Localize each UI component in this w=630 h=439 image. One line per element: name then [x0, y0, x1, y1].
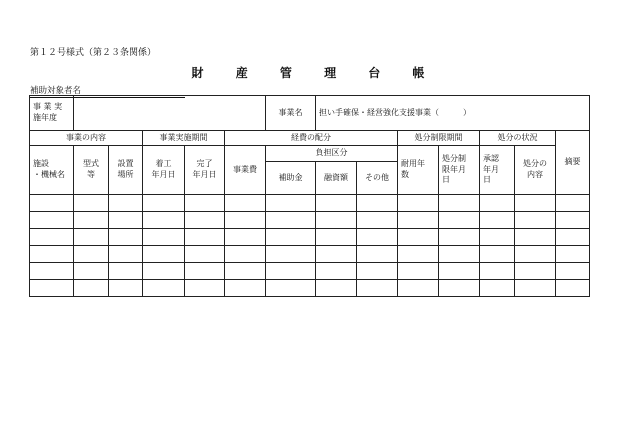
table-cell[interactable]	[439, 195, 480, 212]
table-cell[interactable]	[266, 263, 316, 280]
table-cell[interactable]	[30, 280, 74, 297]
col-end-line1: 完了	[196, 159, 213, 169]
table-cell[interactable]	[515, 280, 556, 297]
table-cell[interactable]	[109, 212, 143, 229]
col-location-line1: 設置	[117, 159, 134, 169]
table-cell[interactable]	[185, 229, 225, 246]
property-register-table	[29, 95, 590, 297]
table-cell[interactable]	[225, 246, 266, 263]
table-cell[interactable]	[556, 195, 590, 212]
table-cell[interactable]	[439, 280, 480, 297]
table-cell[interactable]	[74, 195, 109, 212]
table-cell[interactable]	[185, 246, 225, 263]
table-cell[interactable]	[556, 263, 590, 280]
table-cell[interactable]	[316, 195, 357, 212]
table-cell[interactable]	[357, 229, 398, 246]
table-cell[interactable]	[480, 263, 515, 280]
table-cell[interactable]	[143, 195, 185, 212]
table-cell[interactable]	[74, 280, 109, 297]
col-life-line2: 数	[401, 170, 410, 179]
col-facility-line1: 施設	[33, 159, 49, 169]
table-cell[interactable]	[439, 263, 480, 280]
col-useful-life	[398, 146, 439, 195]
col-model	[74, 146, 109, 195]
form-code: 第１２号様式（第２３条関係）	[30, 48, 157, 58]
table-cell[interactable]	[266, 212, 316, 229]
table-cell[interactable]	[30, 212, 74, 229]
col-remarks: 摘要	[556, 131, 590, 195]
col-other: その他	[357, 162, 398, 195]
group-cost: 経費の配分	[225, 131, 398, 146]
col-start	[143, 146, 185, 195]
table-cell[interactable]	[316, 212, 357, 229]
table-cell[interactable]	[225, 263, 266, 280]
col-approval-date	[480, 146, 515, 195]
table-cell[interactable]	[316, 229, 357, 246]
col-location	[109, 146, 143, 195]
table-row	[30, 195, 590, 212]
table-cell[interactable]	[316, 246, 357, 263]
col-approval-line3: 日	[483, 175, 492, 185]
table-cell[interactable]	[556, 229, 590, 246]
table-cell[interactable]	[357, 263, 398, 280]
table-cell[interactable]	[316, 280, 357, 297]
project-value-cell[interactable]: 担い手確保・経営強化支援事業（ ）	[316, 96, 590, 131]
col-start-line1: 着工	[155, 159, 172, 169]
table-cell[interactable]	[480, 246, 515, 263]
table-cell[interactable]	[357, 195, 398, 212]
table-cell[interactable]	[398, 280, 439, 297]
col-facility-line2: ・機械名	[33, 170, 65, 179]
col-disposal-limit-date	[439, 146, 480, 195]
table-cell[interactable]	[143, 263, 185, 280]
table-cell[interactable]	[185, 195, 225, 212]
table-cell[interactable]	[398, 195, 439, 212]
table-cell[interactable]	[480, 229, 515, 246]
table-cell[interactable]	[225, 195, 266, 212]
table-row	[30, 246, 590, 263]
table-cell[interactable]	[143, 280, 185, 297]
table-cell[interactable]	[515, 195, 556, 212]
table-row	[30, 280, 590, 297]
table-cell[interactable]	[74, 246, 109, 263]
table-cell[interactable]	[74, 229, 109, 246]
table-cell[interactable]	[30, 229, 74, 246]
col-disposal-content	[515, 146, 556, 195]
col-disposal-line2: 内容	[527, 170, 544, 179]
table-cell[interactable]	[143, 246, 185, 263]
col-approval-line2: 年月	[483, 164, 500, 174]
group-content: 事業の内容	[30, 131, 143, 146]
table-cell[interactable]	[480, 280, 515, 297]
table-cell[interactable]	[316, 263, 357, 280]
group-disposal-limit: 処分制限期間	[398, 131, 480, 146]
table-row	[30, 263, 590, 280]
col-model-line2: 等	[87, 170, 95, 179]
table-cell[interactable]	[515, 263, 556, 280]
table-cell[interactable]	[556, 280, 590, 297]
year-label-line1: 事 業 実	[33, 102, 63, 112]
table-cell[interactable]	[185, 280, 225, 297]
col-loan: 融資額	[316, 162, 357, 195]
table-cell[interactable]	[266, 229, 316, 246]
table-cell[interactable]	[398, 229, 439, 246]
table-cell[interactable]	[398, 246, 439, 263]
table-cell[interactable]	[109, 229, 143, 246]
header-row-2	[30, 131, 590, 146]
col-facility	[30, 146, 74, 195]
col-limit-line3: 日	[442, 175, 451, 185]
group-disposal-status: 処分の状況	[480, 131, 556, 146]
table-cell[interactable]	[74, 212, 109, 229]
table-cell[interactable]	[225, 229, 266, 246]
table-cell[interactable]	[480, 195, 515, 212]
table-cell[interactable]	[266, 280, 316, 297]
table-cell[interactable]	[357, 280, 398, 297]
subgroup-burden: 負担区分	[266, 146, 398, 162]
table-cell[interactable]	[556, 246, 590, 263]
col-subsidy: 補助金	[266, 162, 316, 195]
col-disposal-line1: 処分の	[523, 159, 548, 169]
subject-name-label: 補助対象者名	[30, 86, 82, 96]
col-limit-line1: 処分制	[442, 153, 467, 163]
project-label-cell: 事業名	[266, 96, 316, 131]
col-end	[185, 146, 225, 195]
col-model-line1: 型式	[83, 159, 99, 169]
col-start-line2: 年月日	[151, 170, 176, 179]
table-cell[interactable]	[266, 195, 316, 212]
table-cell[interactable]	[439, 246, 480, 263]
table-cell[interactable]	[439, 229, 480, 246]
table-cell[interactable]	[109, 195, 143, 212]
table-cell[interactable]	[143, 212, 185, 229]
table-cell[interactable]	[225, 280, 266, 297]
table-cell[interactable]	[30, 263, 74, 280]
table-cell[interactable]	[266, 246, 316, 263]
group-period: 事業実施期間	[143, 131, 225, 146]
table-cell[interactable]	[398, 212, 439, 229]
table-cell[interactable]	[185, 263, 225, 280]
col-approval-line1: 承認	[483, 153, 500, 163]
year-label-cell	[30, 96, 74, 131]
page-title: 財 産 管 理 台 帳	[191, 66, 439, 80]
year-label-line2: 施年度	[33, 113, 57, 122]
header-row-1	[30, 96, 590, 131]
col-life-line1: 耐用年	[401, 159, 426, 169]
table-cell[interactable]	[515, 212, 556, 229]
table-cell[interactable]	[225, 212, 266, 229]
col-project-cost: 事業費	[225, 146, 266, 195]
col-limit-line2: 限年月	[442, 164, 467, 174]
table-cell[interactable]	[480, 212, 515, 229]
col-end-line2: 年月日	[192, 170, 217, 179]
header-row-3	[30, 146, 590, 162]
table-row	[30, 229, 590, 246]
table-cell[interactable]	[109, 263, 143, 280]
table-cell[interactable]	[143, 229, 185, 246]
year-value-cell[interactable]	[74, 96, 266, 131]
table-cell[interactable]	[515, 246, 556, 263]
table-cell[interactable]	[30, 195, 74, 212]
table-cell[interactable]	[109, 280, 143, 297]
table-cell[interactable]	[357, 246, 398, 263]
table-row	[30, 212, 590, 229]
table-cell[interactable]	[398, 263, 439, 280]
table-cell[interactable]	[74, 263, 109, 280]
table-cell[interactable]	[515, 229, 556, 246]
table-cell[interactable]	[185, 212, 225, 229]
table-cell[interactable]	[556, 212, 590, 229]
table-cell[interactable]	[357, 212, 398, 229]
table-cell[interactable]	[439, 212, 480, 229]
table-cell[interactable]	[30, 246, 74, 263]
table-cell[interactable]	[109, 246, 143, 263]
col-location-line2: 場所	[117, 170, 134, 179]
